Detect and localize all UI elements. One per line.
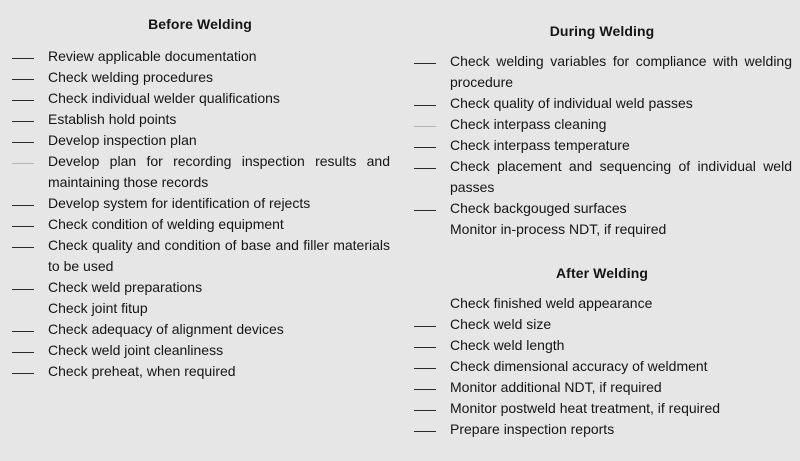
after-welding-heading: After Welding	[555, 265, 649, 281]
before-welding-heading: Before Welding	[148, 16, 252, 32]
checklist-item-text: Check weld length	[450, 337, 565, 353]
checkbox-blank-line[interactable]	[414, 105, 436, 106]
checkbox-blank-line[interactable]	[414, 389, 436, 390]
checklist-item-text: Check welding variables for compliance with welding procedure	[450, 53, 792, 90]
checklist-item-text: Monitor in-process NDT, if required	[450, 221, 667, 237]
checkbox-blank-line[interactable]	[414, 63, 436, 64]
checkbox-blank-line[interactable]	[12, 142, 34, 143]
checkbox-blank-line[interactable]	[12, 205, 34, 206]
checklist-item-text: Develop plan for recording inspection results and maintaining those records	[48, 153, 390, 190]
checklist-item-text: Monitor additional NDT, if required	[450, 379, 662, 395]
checklist-item-text: Check preheat, when required	[48, 363, 236, 379]
checkbox-blank-line[interactable]	[414, 431, 436, 432]
checklist-item-text: Check quality of individual weld passes	[450, 95, 693, 111]
checklist-item-text: Check weld size	[450, 316, 552, 332]
checkbox-blank-line[interactable]	[414, 347, 436, 348]
checkbox-blank-line[interactable]	[12, 121, 34, 122]
during-welding-heading: During Welding	[549, 23, 655, 39]
checkbox-blank-line[interactable]	[12, 79, 34, 80]
checklist-item-text: Check condition of welding equipment	[48, 216, 284, 232]
checkbox-blank-line[interactable]	[12, 100, 34, 101]
checklist-item-text: Develop inspection plan	[48, 132, 197, 148]
checkbox-blank-line[interactable]	[414, 126, 436, 127]
checklist-item-text: Develop system for identification of rejects	[48, 195, 311, 211]
checkbox-blank-line[interactable]	[12, 331, 34, 332]
checkbox-blank-line[interactable]	[414, 326, 436, 327]
checklist-item-text: Check interpass temperature	[450, 137, 630, 153]
checklist-item-text: Review applicable documentation	[48, 48, 257, 64]
checkbox-blank-line[interactable]	[12, 289, 34, 290]
checkbox-blank-line[interactable]	[414, 410, 436, 411]
checklist-item-text: Check welding procedures	[48, 69, 213, 85]
checklist-item-text: Check individual welder qualifications	[48, 90, 280, 106]
checklist-item-text: Check joint fitup	[48, 300, 148, 316]
checklist-item-text: Check backgouged surfaces	[450, 200, 627, 216]
checklist-item-text: Check finished weld appearance	[450, 295, 653, 311]
checklist-item-text: Check placement and sequencing of individual weld passes	[450, 158, 792, 195]
checkbox-blank-line[interactable]	[414, 210, 436, 211]
checklist-item-text: Establish hold points	[48, 111, 177, 127]
checklist-item-text: Prepare inspection reports	[450, 421, 615, 437]
checkbox-blank-line[interactable]	[12, 58, 34, 59]
checklist-item-text: Check quality and condition of base and filler materials to be used	[48, 237, 390, 274]
checklist-item-text: Check interpass cleaning	[450, 116, 607, 132]
checkbox-blank-line[interactable]	[414, 168, 436, 169]
checklist-item-text: Monitor postweld heat treatment, if required	[450, 400, 721, 416]
checklist-item-text: Check dimensional accuracy of weldment	[450, 358, 708, 374]
checkbox-blank-line[interactable]	[12, 352, 34, 353]
checkbox-blank-line[interactable]	[12, 163, 34, 164]
checklist-item-text: Check adequacy of alignment devices	[48, 321, 284, 337]
checkbox-blank-line[interactable]	[12, 373, 34, 374]
checkbox-blank-line[interactable]	[414, 147, 436, 148]
checkbox-blank-line[interactable]	[12, 226, 34, 227]
checkbox-blank-line[interactable]	[12, 247, 34, 248]
checkbox-blank-line[interactable]	[414, 368, 436, 369]
checklist-item-text: Check weld preparations	[48, 279, 203, 295]
checklist-item-text: Check weld joint cleanliness	[48, 342, 224, 358]
